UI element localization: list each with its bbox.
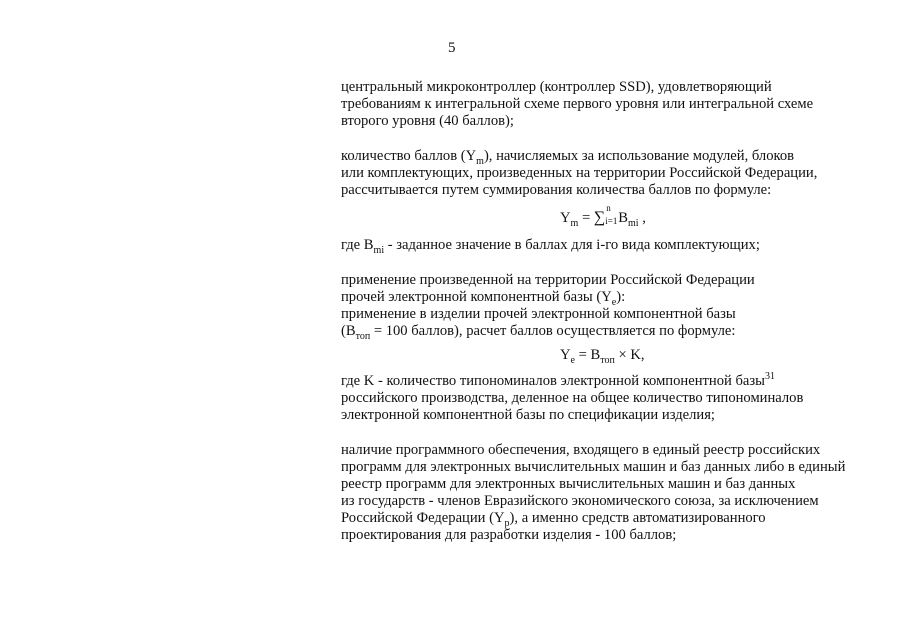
formula-ye: $Y_e = B_{топ} \times K$, xyxy=(560,347,645,366)
paragraph-line: ($B_{топ} = 100$ баллов), расчет баллов осуществляется по формуле: xyxy=(341,323,736,342)
paragraph-line: где $B_{mi}$ - заданное значение в баллах для i-го вида комплектующих; xyxy=(341,237,760,256)
paragraph-line: требованиям к интегральной схеме первого уровня или интегральной схеме xyxy=(341,96,814,112)
footnote-ref: 31 xyxy=(764,371,775,383)
paragraph-line: российского производства, деленное на общее количество типономиналов xyxy=(341,390,804,406)
formula-sum: $Y_m$ = ∑ n i=1 $B_{mi}$ , xyxy=(560,203,646,229)
paragraph-line: применение произведенной на территории Российской Федерации xyxy=(341,272,755,288)
paragraph-line: реестр программ для электронных вычислительных машин и баз данных xyxy=(341,476,796,492)
paragraph-line: прочей электронной компонентной базы $(Y_e)$: xyxy=(341,289,626,308)
paragraph-line: или комплектующих, произведенных на территории Российской Федерации, xyxy=(341,165,818,181)
paragraph-line: Российской Федерации $(Y_p)$, а именно средств автоматизированного xyxy=(341,510,766,529)
paragraph-line: электронной компонентной базы по спецификации изделия; xyxy=(341,407,715,423)
page-number: 5 xyxy=(448,40,456,56)
paragraph-line: второго уровня (40 баллов); xyxy=(341,113,514,129)
paragraph-line: применение в изделии прочей электронной компонентной базы xyxy=(341,306,736,322)
paragraph-line: где K - количество типономиналов электронной компонентной базы$^{31}$ xyxy=(341,371,775,389)
paragraph-line: программ для электронных вычислительных машин и баз данных либо в единый xyxy=(341,459,846,475)
paragraph-line: центральный микроконтроллер (контроллер SSD), удовлетворяющий xyxy=(341,79,772,95)
paragraph-line: проектирования для разработки изделия - 100 баллов; xyxy=(341,527,677,543)
paragraph-line: рассчитывается путем суммирования количества баллов по формуле: xyxy=(341,182,772,198)
paragraph-line: наличие программного обеспечения, входящего в единый реестр российских xyxy=(341,442,821,458)
paragraph-line: количество баллов $(Y_m)$, начисляемых за использование модулей, блоков xyxy=(341,148,795,167)
paragraph-line: из государств - членов Евразийского экономического союза, за исключением xyxy=(341,493,819,509)
